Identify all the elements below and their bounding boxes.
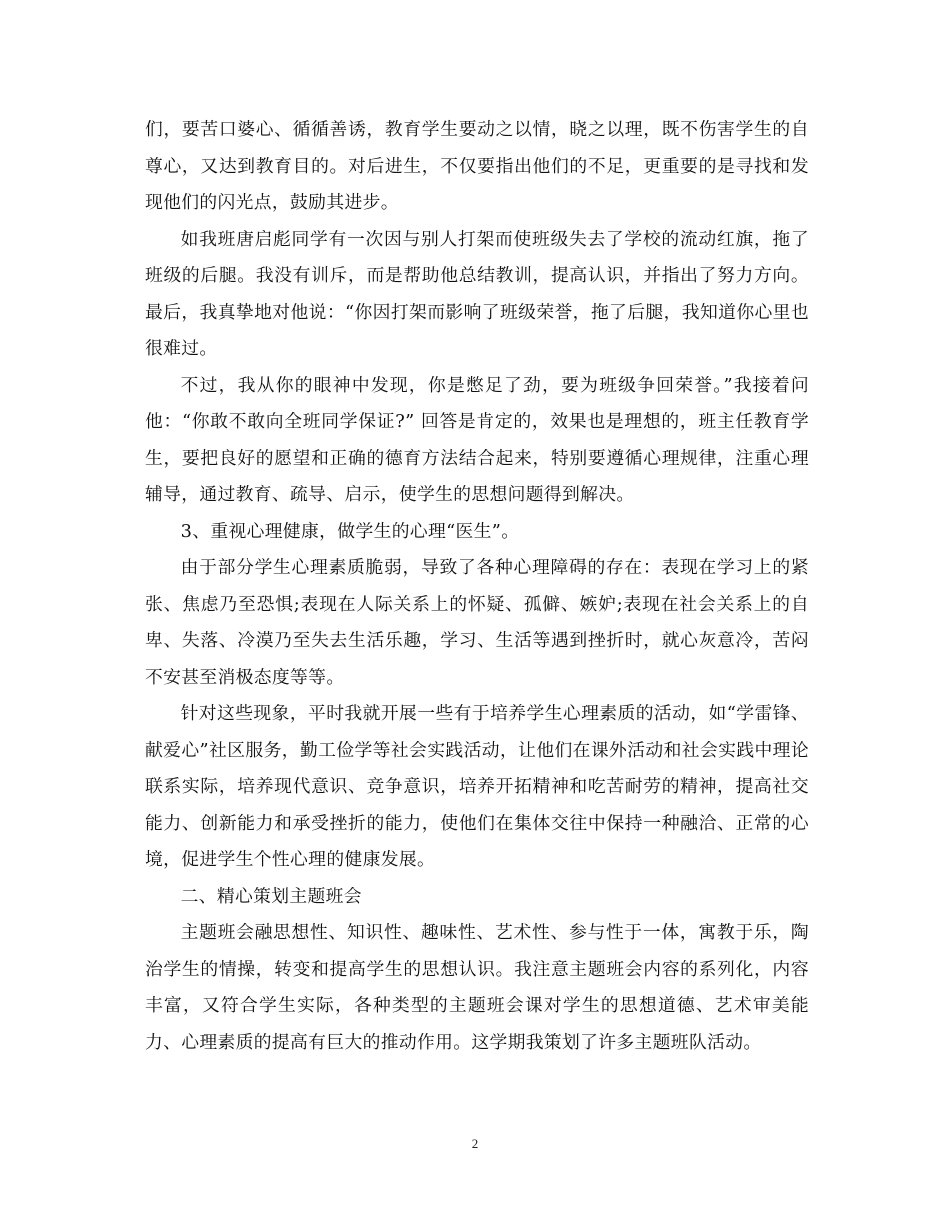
paragraph-6: 针对这些现象，平时我就开展一些有于培养学生心理素质的活动，如“学雷锋、献爱心”社区服务，勤工俭学等社会实践活动，让他们在课外活动和社会实践中理论联系实际，培养现代意识、竞争意识，培养开拓精神和吃苦耐劳的精神，提高社交能力、创新能力和承受挫折的能力，使他们在集体交往中保持一种融洽、正常的心境，促进学生个性心理的健康发展。 [145, 703, 809, 870]
page-number: 2 [471, 1136, 479, 1151]
paragraph-2: 如我班唐启彪同学有一次因与别人打架而使班级失去了学校的流动红旗，拖了班级的后腿。我没有训斥，而是帮助他总结教训，提高认识，并指出了努力方向。最后，我真挚地对他说：“你因打架而影响了班级荣誉，拖了后腿，我知道你心里也很难过。 [145, 228, 809, 359]
section-heading-mental-health: 3、重视心理健康，做学生的心理“医生”。 [180, 520, 520, 542]
paragraph-8: 主题班会融思想性、知识性、趣味性、艺术性、参与性于一体，寓教于乐，陶治学生的情操，转变和提高学生的思想认识。我注意主题班会内容的系列化，内容丰富，又符合学生实际，各种类型的主题班会课对学生的思想道德、艺术审美能力、心理素质的提高有巨大的推动作用。这学期我策划了许多主题班队活动。 [145, 922, 809, 1053]
paragraph-3: 不过，我从你的眼神中发现，你是憋足了劲，要为班级争回荣誉。”我接着问他：“你敢不敢向全班同学保证?” 回答是肯定的，效果也是理想的，班主任教育学生，要把良好的愿望和正确的德育方法结合起来，特别要遵循心理规律，注重心理辅导，通过教育、疏导、启示，使学生的思想问题得到解决。 [145, 374, 809, 505]
document-body [145, 112, 809, 1061]
section-heading-theme-meeting: 二、精心策划主题班会 [180, 885, 362, 907]
paragraph-1: 们，要苦口婆心、循循善诱，教育学生要动之以情，晓之以理，既不伤害学生的自尊心，又达到教育目的。对后进生，不仅要指出他们的不足，更重要的是寻找和发现他们的闪光点，鼓励其进步。 [145, 119, 809, 213]
paragraph-5: 由于部分学生心理素质脆弱，导致了各种心理障碍的存在：表现在学习上的紧张、焦虑乃至恐惧;表现在人际关系上的怀疑、孤僻、嫉妒;表现在社会关系上的自卑、失落、冷漠乃至失去生活乐趣，学习、生活等遇到挫折时，就心灰意冷，苦闷不安甚至消极态度等等。 [145, 557, 809, 688]
